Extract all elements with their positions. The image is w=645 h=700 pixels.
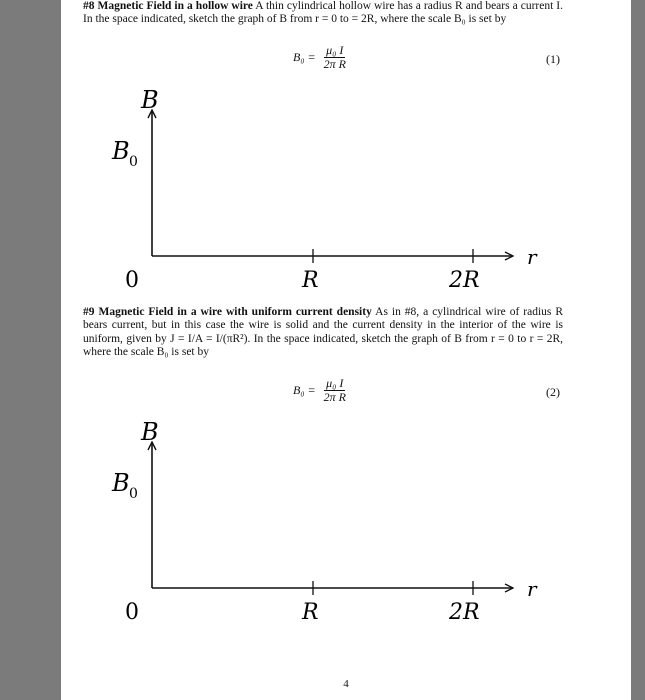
graph-1-tick-label-0: 0 — [125, 268, 139, 293]
graph-2-scale-label: B — [112, 469, 130, 497]
problem-9-title: Magnetic Field in a wire with uniform current density — [98, 306, 372, 318]
document-page — [61, 0, 631, 700]
equation-2-tag: (2) — [546, 385, 560, 399]
graph-2-y-label: B — [141, 418, 159, 446]
graph-1-x-label: r — [527, 245, 537, 269]
problem-9-number: #9 — [83, 306, 95, 318]
problem-8-title: Magnetic Field in a hollow wire — [97, 0, 253, 12]
equation-2-numerator: μ₀ I — [326, 376, 344, 390]
equation-2 — [293, 377, 348, 404]
problem-8-number: #8 — [83, 0, 95, 12]
graph-2-tick-label-0: 0 — [125, 600, 139, 625]
equation-2-denominator: 2π R — [323, 390, 346, 404]
equation-2-lhs: B₀ = — [293, 383, 316, 397]
equation-1-denominator: 2π R — [323, 57, 346, 71]
page-number: 4 — [343, 678, 349, 690]
equation-1 — [293, 44, 348, 71]
graph-2-scale-subscript: 0 — [129, 486, 138, 502]
graph-1-y-label: B — [141, 86, 159, 114]
equation-1-tag: (1) — [546, 52, 560, 66]
graph-1-scale-subscript: 0 — [129, 154, 138, 170]
problem-9-text — [83, 306, 563, 360]
graph-1-tick-label-2r: 2R — [449, 268, 480, 293]
equation-1-numerator: μ₀ I — [326, 43, 344, 57]
graph-1 — [61, 80, 631, 310]
graph-2-x-label: r — [527, 577, 537, 601]
graph-1-tick-label-r: R — [302, 268, 319, 293]
equation-1-fraction — [322, 44, 348, 71]
equation-1-lhs: B₀ = — [293, 50, 316, 64]
graph-2-tick-label-r: R — [302, 600, 319, 625]
graph-1-scale-label: B — [112, 137, 130, 165]
graph-2 — [61, 412, 631, 642]
graph-2-tick-label-2r: 2R — [449, 600, 480, 625]
problem-8-text — [83, 0, 563, 27]
equation-2-fraction — [322, 377, 348, 404]
problem-9-body: As in #8, a cylindrical wire of radius R bears current, but in this case the wire is solid and the current density in the interior of the wire is uniform, given by J = I/A = I/(πR²). In the space indicated, sketch the graph of B from r = 0 to r = 2R, where the scale B₀ is set by — [83, 306, 563, 359]
problem-8-body: A thin cylindrical hollow wire has a radius R and bears a current I. In the space indicated, sketch the graph of B from r = 0 to = 2R, where the scale B₀ is set by — [83, 0, 563, 26]
